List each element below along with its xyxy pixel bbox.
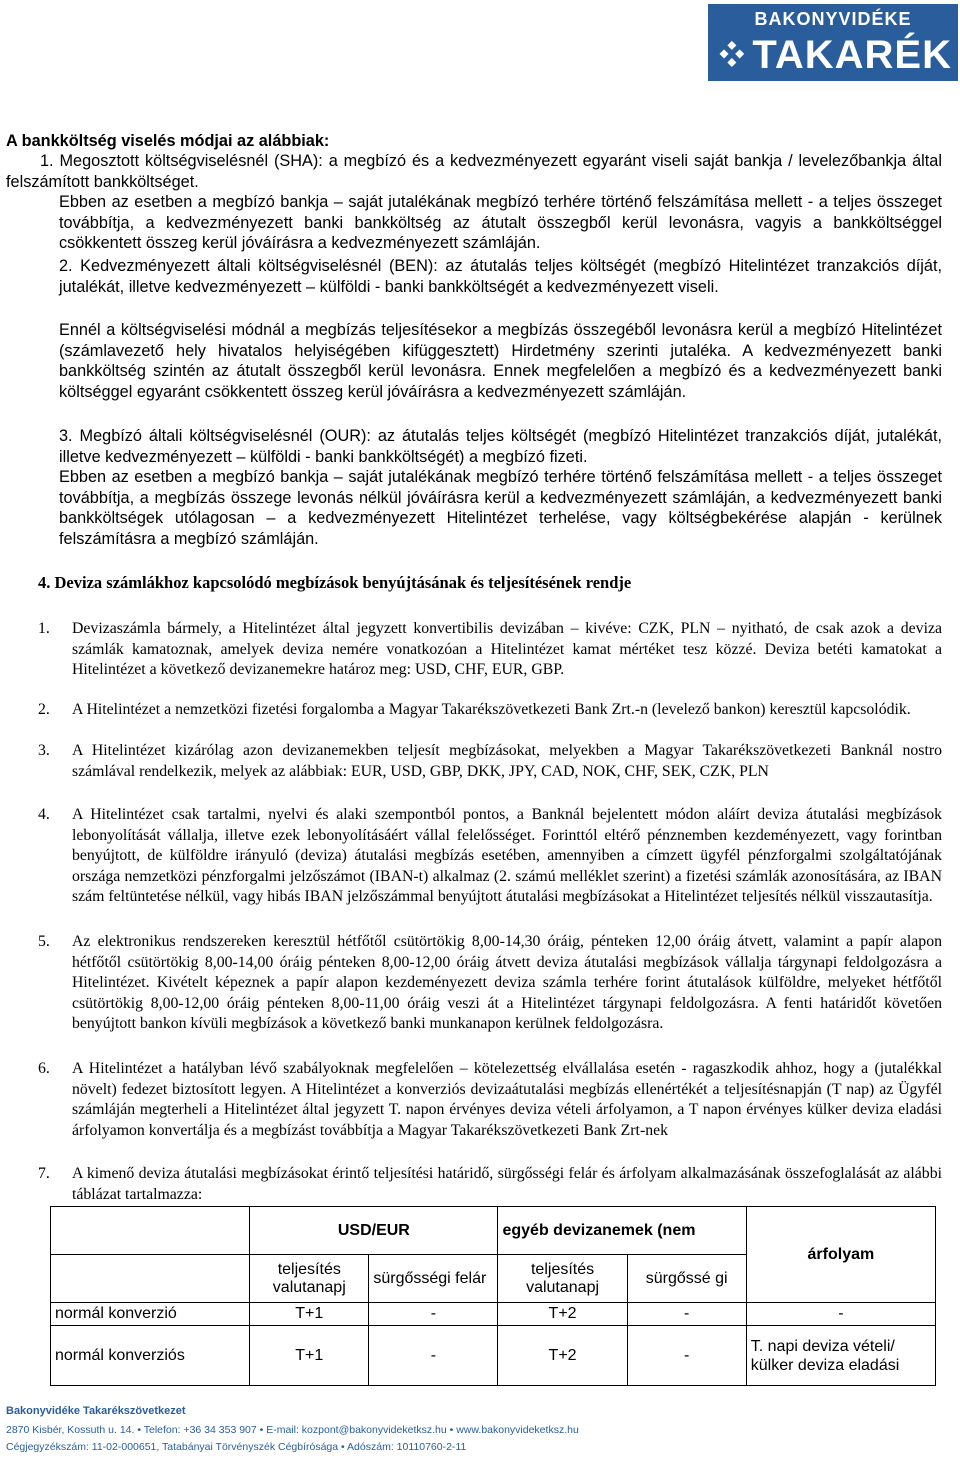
list-item-text: Az elektronikus rendszereken keresztül hétfőtől csütörtökig 8,00-14,30 óráig, pénteken 12,00 óráig átvett, valamint a papír alapon hétfőtől csütörtökig 8,00-14,00 óráig pénteken 8,00-12,00 óráig átvett deviza átutalási megbízások vállalja tárgynapi feldolgozásra a Hitelintézet. Kivételt képeznek a papír alapon kezdeményezett deviza számla terhére forint átutalások külföldre, melyeket hétfőtől csütörtökig 8,00-12,00 óráig pénteken 8,00-11,00 óráig veszi át a Hitelintézet tárgynapi feldolgozásra. A fenti határidőt követően benyújtott bankon kívüli megbízások a következő banki munkanapon kerülnek feldolgozásra.: [72, 933, 942, 1032]
urgency-fee-header: sürgősségi felár: [369, 1255, 498, 1303]
table-cell: T+1: [250, 1303, 369, 1326]
list-item-number: 1.: [38, 620, 50, 637]
list-item: [38, 932, 942, 1035]
logo-bottom-text: TAKARÉK: [752, 33, 952, 77]
table-row: [51, 1303, 936, 1326]
list-item-number: 6.: [38, 1060, 50, 1077]
urgency-fee-header: sürgőssé gi: [627, 1255, 746, 1303]
table-cell: -: [369, 1326, 498, 1386]
value-date-header: teljesítés valutanapj: [498, 1255, 627, 1303]
list-item-text: A Hitelintézet a nemzetközi fizetési forgalomba a Magyar Takarékszövetkezeti Bank Zrt.-n (levelező bankon) keresztül kapcsolódik.: [72, 701, 911, 718]
list-item: [38, 700, 942, 721]
section-4-title: 4. Deviza számlákhoz kapcsolódó megbízások benyújtásának és teljesítésének rendje: [38, 573, 632, 592]
rates-table: [50, 1206, 936, 1386]
list-item: [38, 1059, 942, 1141]
table-cell: T+1: [250, 1326, 369, 1386]
ben-item-text: 2. Kedvezményezett általi költségviselésnél (BEN): az átutalás teljes költségét (megbízó Hitelintézet tranzakciós díját, jutalékát, illetve kedvezményezett – külföldi - banki bankköltségét a kedvezményezett viseli.: [59, 257, 942, 296]
table-cell: -: [746, 1303, 935, 1326]
list-item: [38, 741, 942, 782]
sha-item: 1. Megosztott költségviselésnél (SHA): a megbízó és a kedvezményezett egyaránt viseli saját bankja / levelezőbankja által felszámított bankköltséget.: [6, 152, 942, 191]
diamond-grid-icon: [718, 35, 746, 75]
footer-contact: 2870 Kisbér, Kossuth u. 14. • Telefon: +36 34 353 907 • E-mail: kozpont@bakonyvideketksz.hu • www.bakonyvideketksz.hu: [6, 1424, 579, 1436]
table-cell: -: [627, 1326, 746, 1386]
rate-header: árfolyam: [746, 1207, 935, 1303]
usd-eur-header: USD/EUR: [250, 1207, 498, 1255]
logo-top-text: BAKONYVIDÉKE: [754, 9, 912, 29]
list-item-number: 7.: [38, 1165, 50, 1182]
list-item-text: A kimenő deviza átutalási megbízásokat érintő teljesítési határidő, sürgősségi felár és árfolyam alkalmazásának összefoglalását az alábbi táblázat tartalmazza:: [72, 1165, 942, 1203]
table-cell: T+2: [498, 1303, 627, 1326]
ben-paragraph: Ennél a költségviselési módnál a megbízás teljesítésekor a megbízás összegéből levonásra kerül a megbízó Hitelintézet (számlavezető hely hivatalos helyiségében kifüggesztett) Hirdetmény szerinti jutaléka. A kedvezményezett banki bankköltség szintén az átutalt összegből kerül levonásra. Ennek megfelelően a megbízó és a kedvezményezett banki költséggel egyaránt csökkentett összeg kerül jóváírásra a kedvezményezett számláján.: [59, 321, 942, 401]
footer-company-name: Bakonyvidéke Takarékszövetkezet: [6, 1405, 186, 1417]
our-item: [38, 426, 942, 467]
list-item-text: A Hitelintézet csak tartalmi, nyelvi és alaki szempontból pontos, a Banknál bejelentett módon aláírt deviza átutalási megbízások lebonyolítását vállalja, illetve ezek lebonyolításáért vállal felelősséget. Forinttól eltérő pénznemben kezdeményezett, vagy forintban benyújtott, de külföldre irányuló (deviza) átutalási megbízás esetében, amennyiben a címzett ügyfél pénzforgalmi szolgáltatójának országa nemzetközi pénzforgalmi jelzőszámot (IBAN-t) alkalmaz (2. számú melléklet szerint) a fizetési számlák azonosítására, az IBAN szám feltüntetése nélkül, vagy hibás IBAN jelzőszámmal benyújtott átutalási megbízásokat a Hitelintézet teljesítés nélkül visszautasítja.: [72, 806, 942, 905]
ben-item: [38, 256, 942, 297]
list-item-number: 2.: [38, 701, 50, 718]
list-item-text: A Hitelintézet kizárólag azon devizanemekben teljesít megbízásokat, melyekben a Magyar Takarékszövetkezeti Banknál nostro számlával rendelkezik, melyek az alábbiak: EUR, USD, GBP, DKK, JPY, CAD, NOK, CHF, SEK, CZK, PLN: [72, 742, 942, 780]
our-paragraph: Ebben az esetben a megbízó bankja – saját jutalékának megbízó terhére történő felszámítása mellett - a teljes összeget továbbítja, a megbízás összege levonás nélkül jóváírásra kerül a kedvezményezett számláján, a kedvezményezett banki bankköltségek utólagosan – a kedvezményezett Hitelintézet terhelése, vagy költségbekérése alapján - kerülnek felszámításra a megbízó számláján.: [59, 468, 942, 548]
list-item: [38, 805, 942, 908]
list-item-text: A Hitelintézet a hatályban lévő szabályoknak megfelelően – kötelezettség elvállalása esetén - ragaszkodik ahhoz, hogy a (jutalékkal növelt) fedezet biztosított legyen. A Hitelintézet a konverziós devizaátutalási megbízás ellenértékét a teljesítésnapján (T nap) az Ügyfél számláján megterheli a Hitelintézet által jegyzett T. napon érvényes deviza vételi árfolyamon, a T napon érvényes külker deviza eladási árfolyamon konvertálja és a megbízást továbbítja a Magyar Takarékszövetkezeti Bank Zrt-nek: [72, 1060, 942, 1139]
list-item-number: 3.: [38, 742, 50, 759]
our-item-text: 3. Megbízó általi költségviselésnél (OUR): az átutalás teljes költségét (megbízó Hitelintézet tranzakciós díját, jutalékát, illetve kedvezményezett – külföldi - banki bankköltségét) a megbízó fizeti.: [59, 427, 942, 466]
list-item-number: 4.: [38, 806, 50, 823]
other-currencies-header: [498, 1207, 746, 1255]
bank-logo: [708, 4, 958, 81]
list-item: [38, 1164, 942, 1205]
row-label: normál konverziós: [51, 1326, 250, 1386]
other-currencies-label: egyéb devizanemek (nem: [502, 1221, 696, 1239]
list-item-text: Devizaszámla bármely, a Hitelintézet által jegyzett konvertibilis devizában – kivéve: CZK, PLN – nyitható, de csak azok a deviza számlák kamatoznak, amelyek deviza nemére vonatkozóan a Hitelintézet kamat mértéket tesz közzé. Deviza betéti kamatokat a Hitelintézet a következő devizanemekre határoz meg: USD, CHF, EUR, GBP.: [72, 620, 942, 678]
row-label: normál konverzió: [51, 1303, 250, 1326]
list-item-number: 5.: [38, 933, 50, 950]
table-cell: -: [369, 1303, 498, 1326]
value-date-header: teljesítés valutanapj: [250, 1255, 369, 1303]
list-item: [38, 619, 942, 681]
sha-paragraph: Ebben az esetben a megbízó bankja – saját jutalékának megbízó terhére történő felszámítása mellett - a teljes összeget továbbítja, a kedvezményezett banki bankköltség az átutalt összegből kerül levonásra, vagyis a bankköltséggel csökkentett összeg kerül jóváírásra a kedvezményezett számláján.: [59, 193, 942, 252]
table-row: [51, 1326, 936, 1386]
table-cell: T+2: [498, 1326, 627, 1386]
table-cell: T. napi deviza vételi/ külker deviza eladási: [746, 1326, 935, 1386]
cost-bearing-heading: A bankköltség viselés módjai az alábbiak:: [6, 132, 330, 150]
table-cell: -: [627, 1303, 746, 1326]
footer-registration: Cégjegyzékszám: 11-02-000651, Tatabányai Törvényszék Cégbírósága • Adószám: 10110760-2-11: [6, 1441, 467, 1453]
